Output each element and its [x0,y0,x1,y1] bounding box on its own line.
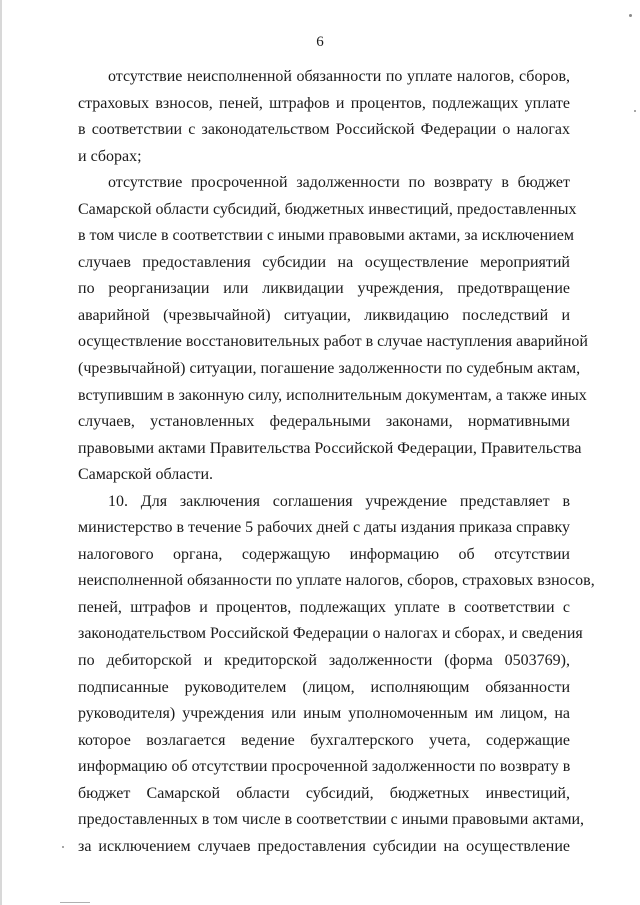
text-line: страховых взносов, пеней, штрафов и процентов, подлежащих уплате [78,94,570,112]
scan-artifact-line [60,902,90,903]
text-line: правовыми актами Правительства Российской Федерации, Правительства [78,439,582,457]
scan-speck [629,14,632,17]
text-line: Самарской области. [78,466,213,484]
text-line: осуществление восстановительных работ в случае наступления аварийной [78,333,588,351]
text-line: в том числе в соответствии с иными правовыми актами, за исключением [78,227,575,245]
text-line: в соответствии с законодательством Российской Федерации о налогах [78,121,570,139]
text-line: Самарской области субсидий, бюджетных инвестиций, предоставленных [78,200,577,218]
text-line: за исключением случаев предоставления субсидии на осуществление [78,837,570,855]
text-line: министерство в течение 5 рабочих дней с даты издания приказа справку [78,519,571,537]
page-number: 6 [316,34,324,50]
text-line: по дебиторской и кредиторской задолженности (форма 0503769), [78,652,570,670]
scan-edge-shadow [0,0,2,905]
text-line: законодательством Российской Федерации о налогах и сборах, и сведения [78,625,583,643]
text-line: предоставленных в том числе в соответствии с иными правовыми актами, [78,811,585,829]
text-line: отсутствие неисполненной обязанности по уплате налогов, сборов, [108,68,570,85]
scan-speck [62,846,64,848]
text-line: аварийной (чрезвычайной) ситуации, ликвидацию последствий и [78,306,570,324]
text-line: налогового органа, содержащую информацию об отсутствии [78,545,570,563]
text-line: 10. Для заключения соглашения учреждение представляет в [108,492,570,510]
text-line: руководителя) учреждения или иным уполномоченным им лицом, на [78,705,570,723]
text-line: случаев, установленных федеральными законами, нормативными [78,413,570,431]
text-line: вступившим в законную силу, исполнительным документам, а также иных [78,386,587,404]
text-line: пеней, штрафов и процентов, подлежащих уплате в соответствии с [78,598,570,616]
text-line: бюджет Самарской области субсидий, бюджетных инвестиций, [78,784,570,802]
scan-speck [634,110,636,112]
text-line: случаев предоставления субсидии на осуществление мероприятий [78,253,570,271]
text-line: информацию об отсутствии просроченной задолженности по возврату в [78,758,571,776]
text-line: неисполненной обязанности по уплате налогов, сборов, страховых взносов, [78,572,595,590]
text-line: отсутствие просроченной задолженности по возврату в бюджет [108,174,570,192]
text-line: которое возлагается ведение бухгалтерского учета, содержащие [78,731,570,749]
text-line: (чрезвычайной) ситуации, погашение задолженности по судебным актам, [78,360,581,378]
text-line: по реорганизации или ликвидации учреждения, предотвращение [78,280,570,298]
document-body [78,64,595,860]
text-line: подписанные руководителем (лицом, исполняющим обязанности [78,678,570,696]
text-line: и сборах; [78,147,142,165]
